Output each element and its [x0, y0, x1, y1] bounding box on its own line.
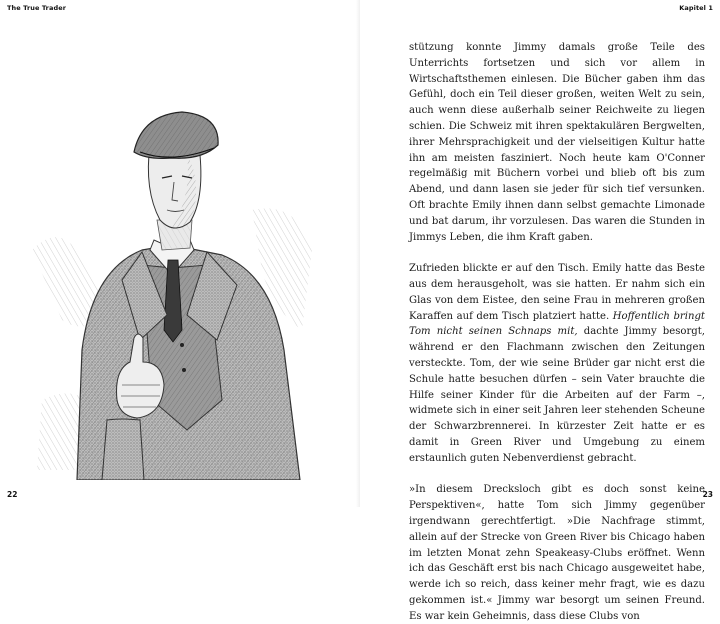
running-head-left: The True Trader	[7, 4, 67, 12]
paragraph-2-end: dachte Jimmy besorgt, während er den Flachmann zwischen den Zeitungen versteckte. Tom, der wie seine Brüder gar nicht erst die Schule hatte besuchen dürfen – sein Vater brauchte die Hilfe seiner Kinder für die Arbeiten auf der Farm –, widmete sich in einer seit Jahren leer stehenden Scheune der Schwarzbrennerei. In kürzester Zeit hatte er es damit in Green River und Umgebung zu einem erstaunlich guten Nebenverdienst gebracht.	[409, 326, 705, 464]
running-head-right: Kapitel 1	[679, 4, 713, 12]
paragraph-2-thought: Hoffentlich bringt Tom nicht seinen Schnaps mit,	[409, 310, 705, 338]
paragraph-3: »In diesem Drecksloch gibt es doch sonst keine Perspektiven«, hatte Tom sich Jimmy gegenüber irgendwann gerechtfertigt. »Die Nachfrage stimmt, allein auf der Strecke von Green River bis Chicago haben im letzten Monat zehn Speakeasy-Clubs eröffnet. Wenn ich das Geschäft erst bis nach Chicago ausgeweitet habe, werde ich so reich, dass keiner mehr fragt, wie es dazu gekommen ist.« Jimmy war besorgt um seinen Freund. Es war kein Geheimnis, dass diese Clubs von	[409, 484, 705, 622]
man-in-flat-cap-illustration	[22, 100, 322, 480]
page-number-right: 23	[702, 490, 713, 499]
paragraph-1: stützung konnte Jimmy damals große Teile des Unterrichts fortsetzen und sich vor allem in Wirtschaftsthemen einlesen. Die Bücher gaben ihm das Gefühl, doch ein Teil dieser großen, weiten Welt zu sein, auch wenn diese außerhalb seiner Reichweite zu liegen schien. Die Schweiz mit ihren spektakulären Bergwelten, ihrer Mehrsprachigkeit und der vielseitigen Kultur hatte ihn am meisten fasziniert. Noch heute kam O'Conner regelmäßig mit Büchern vorbei und blieb oft bis zum Abend, und dann lasen sie jeder für sich tief versunken. Oft brachte Emily ihnen dann selbst gemachte Limonade und bat darum, ihr vorzulesen. Das waren die Stunden in Jimmys Leben, die ihm Kraft gaben.	[409, 42, 705, 243]
left-page	[0, 0, 360, 507]
paragraph-2-start: Zufrieden blickte er auf den Tisch. Emily hatte das Beste aus dem herausgeholt, was sie hatten. Er nahm sich ein Glas von dem Eistee, den seine Frau in mehreren großen Karaffen auf dem Tisch platziert hatte.	[409, 263, 705, 322]
right-page	[360, 0, 720, 622]
body-text	[409, 40, 705, 624]
paragraph-2	[409, 261, 705, 466]
page-number-left: 22	[7, 490, 18, 499]
